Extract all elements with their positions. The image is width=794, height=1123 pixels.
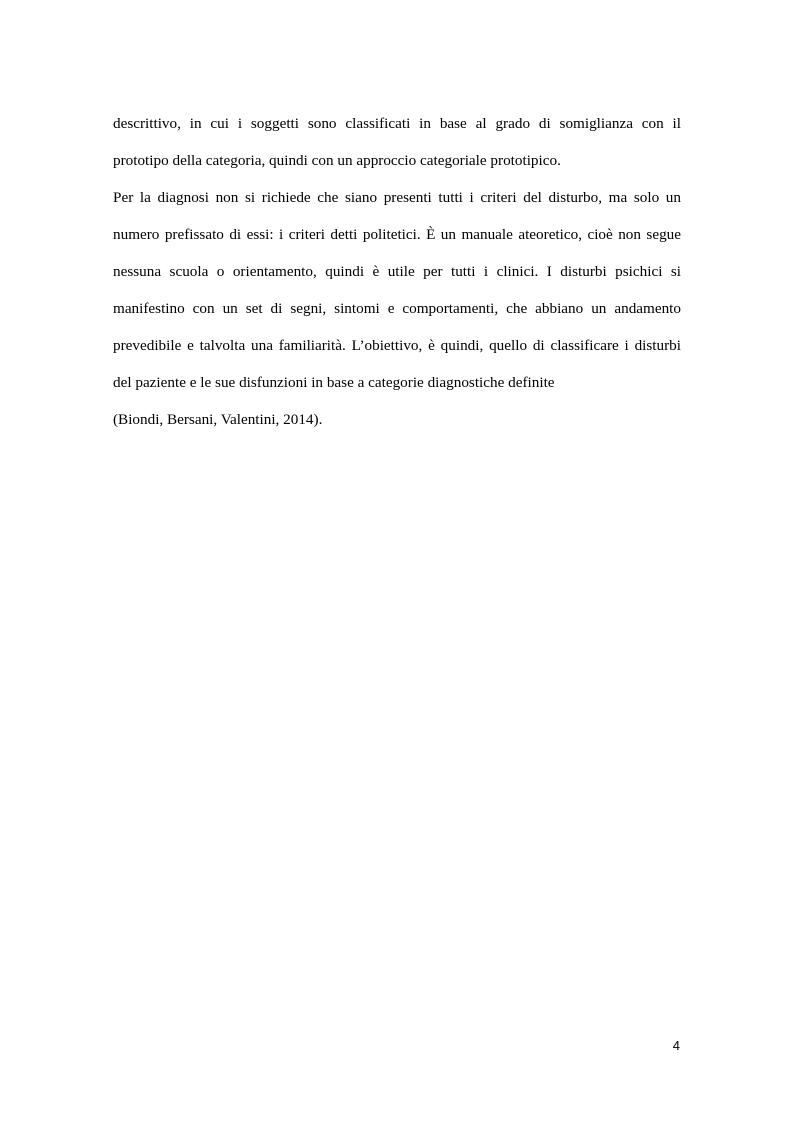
text-line: del paziente e le sue disfunzioni in base a categorie diagnostiche definite <box>113 374 555 391</box>
text-line: numero prefissato di essi: i criteri detti politetici. È un manuale ateoretico, cioè non segue <box>113 226 681 243</box>
text-line: prototipo della categoria, quindi con un approccio categoriale prototipico. <box>113 152 561 169</box>
text-line: descrittivo, in cui i soggetti sono classificati in base al grado di somiglianza con il <box>113 115 681 132</box>
citation-line: (Biondi, Bersani, Valentini, 2014). <box>113 411 323 428</box>
text-line: nessuna scuola o orientamento, quindi è utile per tutti i clinici. I disturbi psichici si <box>113 263 681 280</box>
text-line: Per la diagnosi non si richiede che siano presenti tutti i criteri del disturbo, ma solo un <box>113 189 681 206</box>
page-number: 4 <box>672 1038 680 1053</box>
text-line: prevedibile e talvolta una familiarità. L’obiettivo, è quindi, quello di classificare i disturbi <box>113 337 681 354</box>
body-text <box>113 113 681 446</box>
text-line: manifestino con un set di segni, sintomi e comportamenti, che abbiano un andamento <box>113 300 681 317</box>
